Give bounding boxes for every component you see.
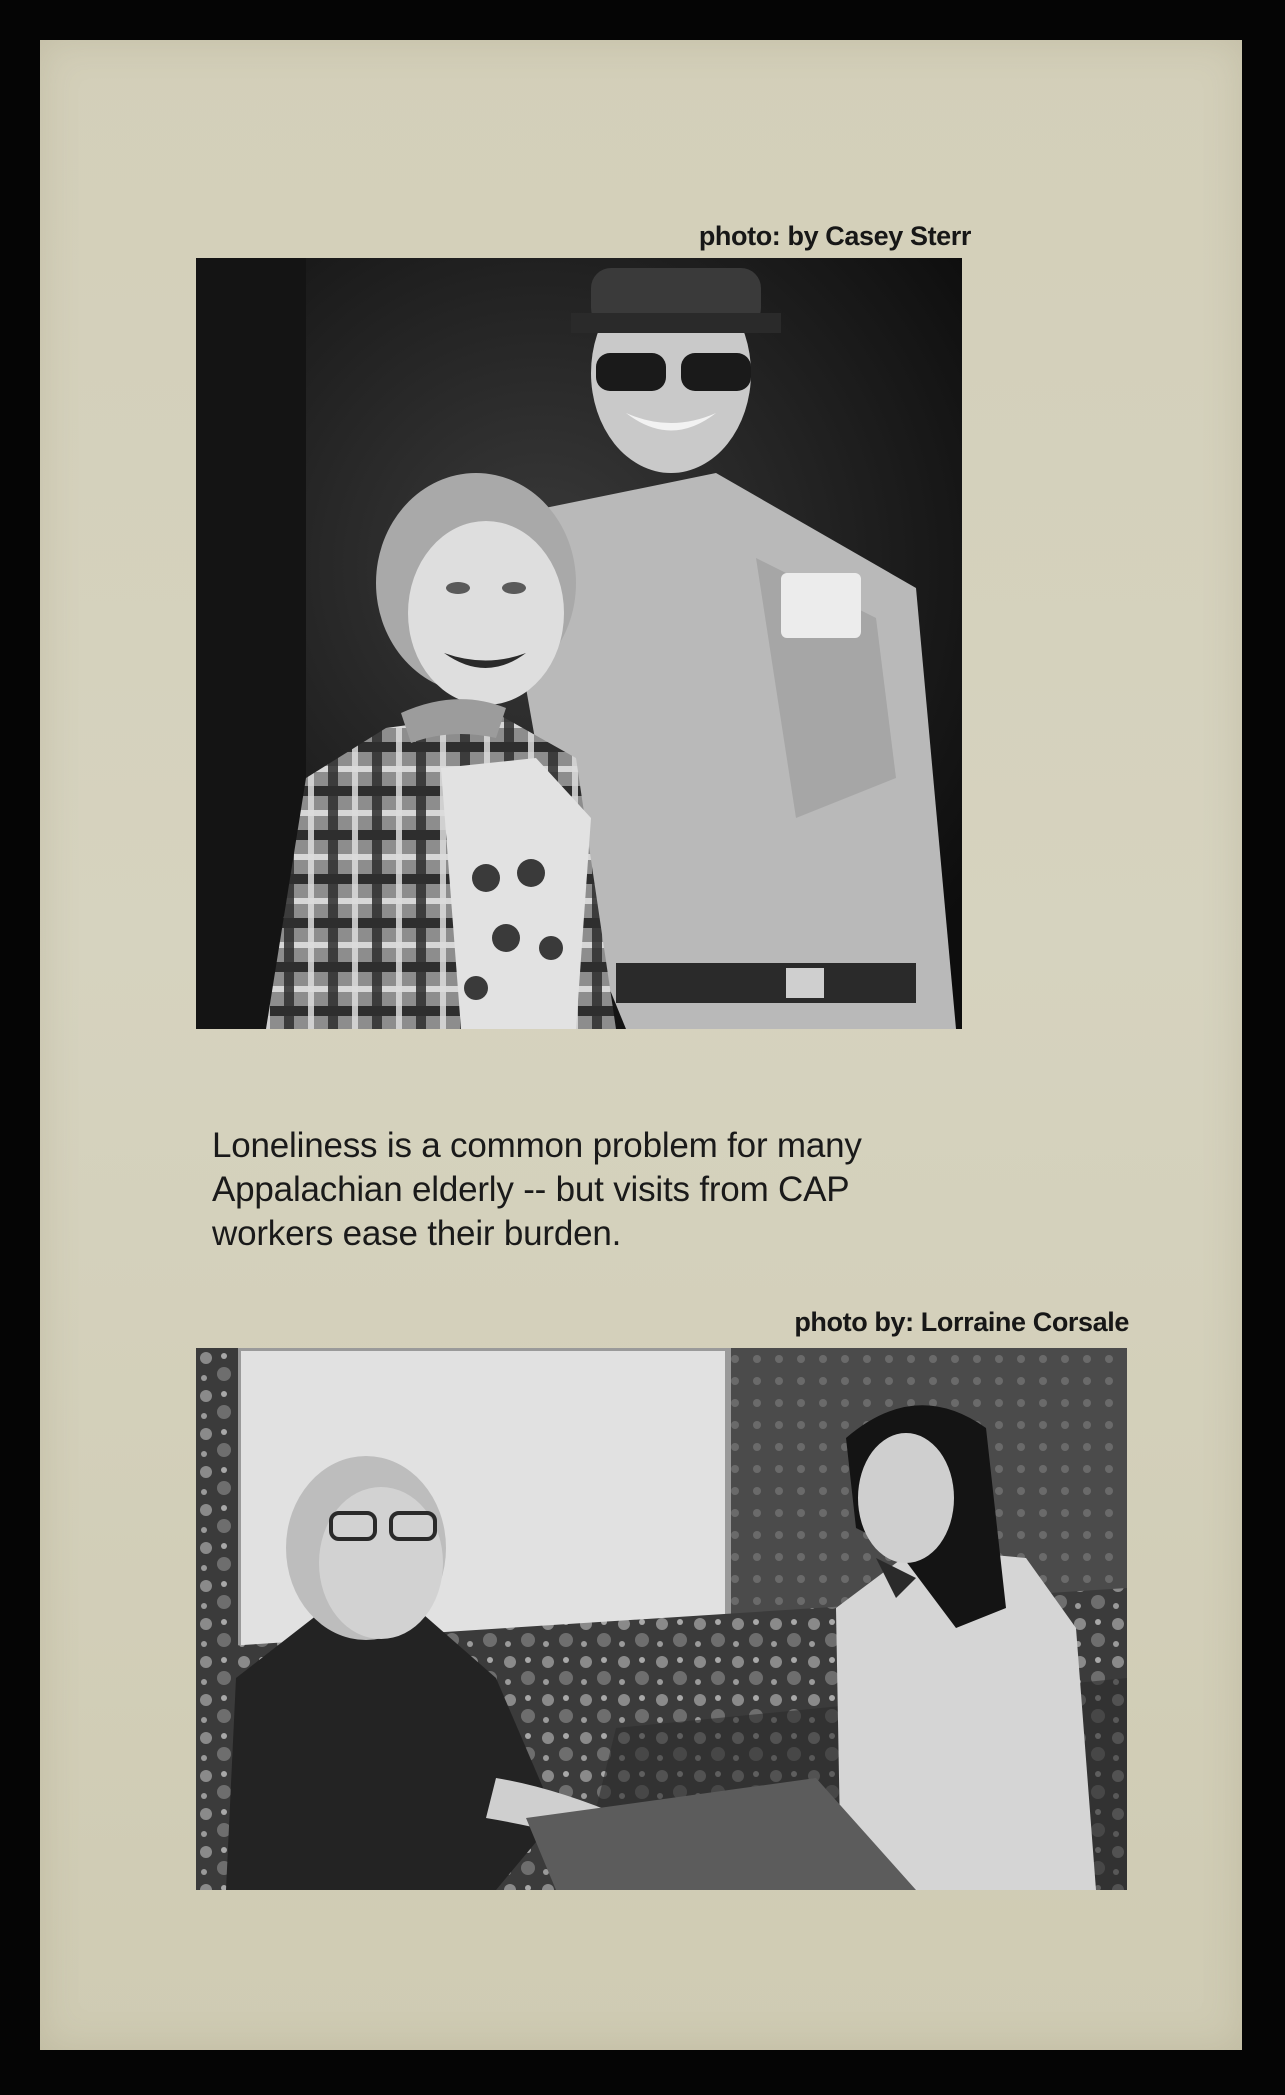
photo-credit-bottom: photo by: Lorraine Corsale — [794, 1307, 1129, 1337]
photo-credit-top: photo: by Casey Sterr — [698, 221, 971, 251]
photo-woman-and-man — [196, 258, 962, 1029]
photo-woman-and-man-image — [196, 258, 962, 1029]
photo-caption: Loneliness is a common problem for many Appalachian elderly -- but visits from CAP workers ease their burden. — [212, 1126, 862, 1253]
page — [40, 40, 1242, 2050]
photo-woman-and-visitor — [196, 1348, 1127, 1890]
photo-woman-and-visitor-image — [196, 1348, 1127, 1890]
